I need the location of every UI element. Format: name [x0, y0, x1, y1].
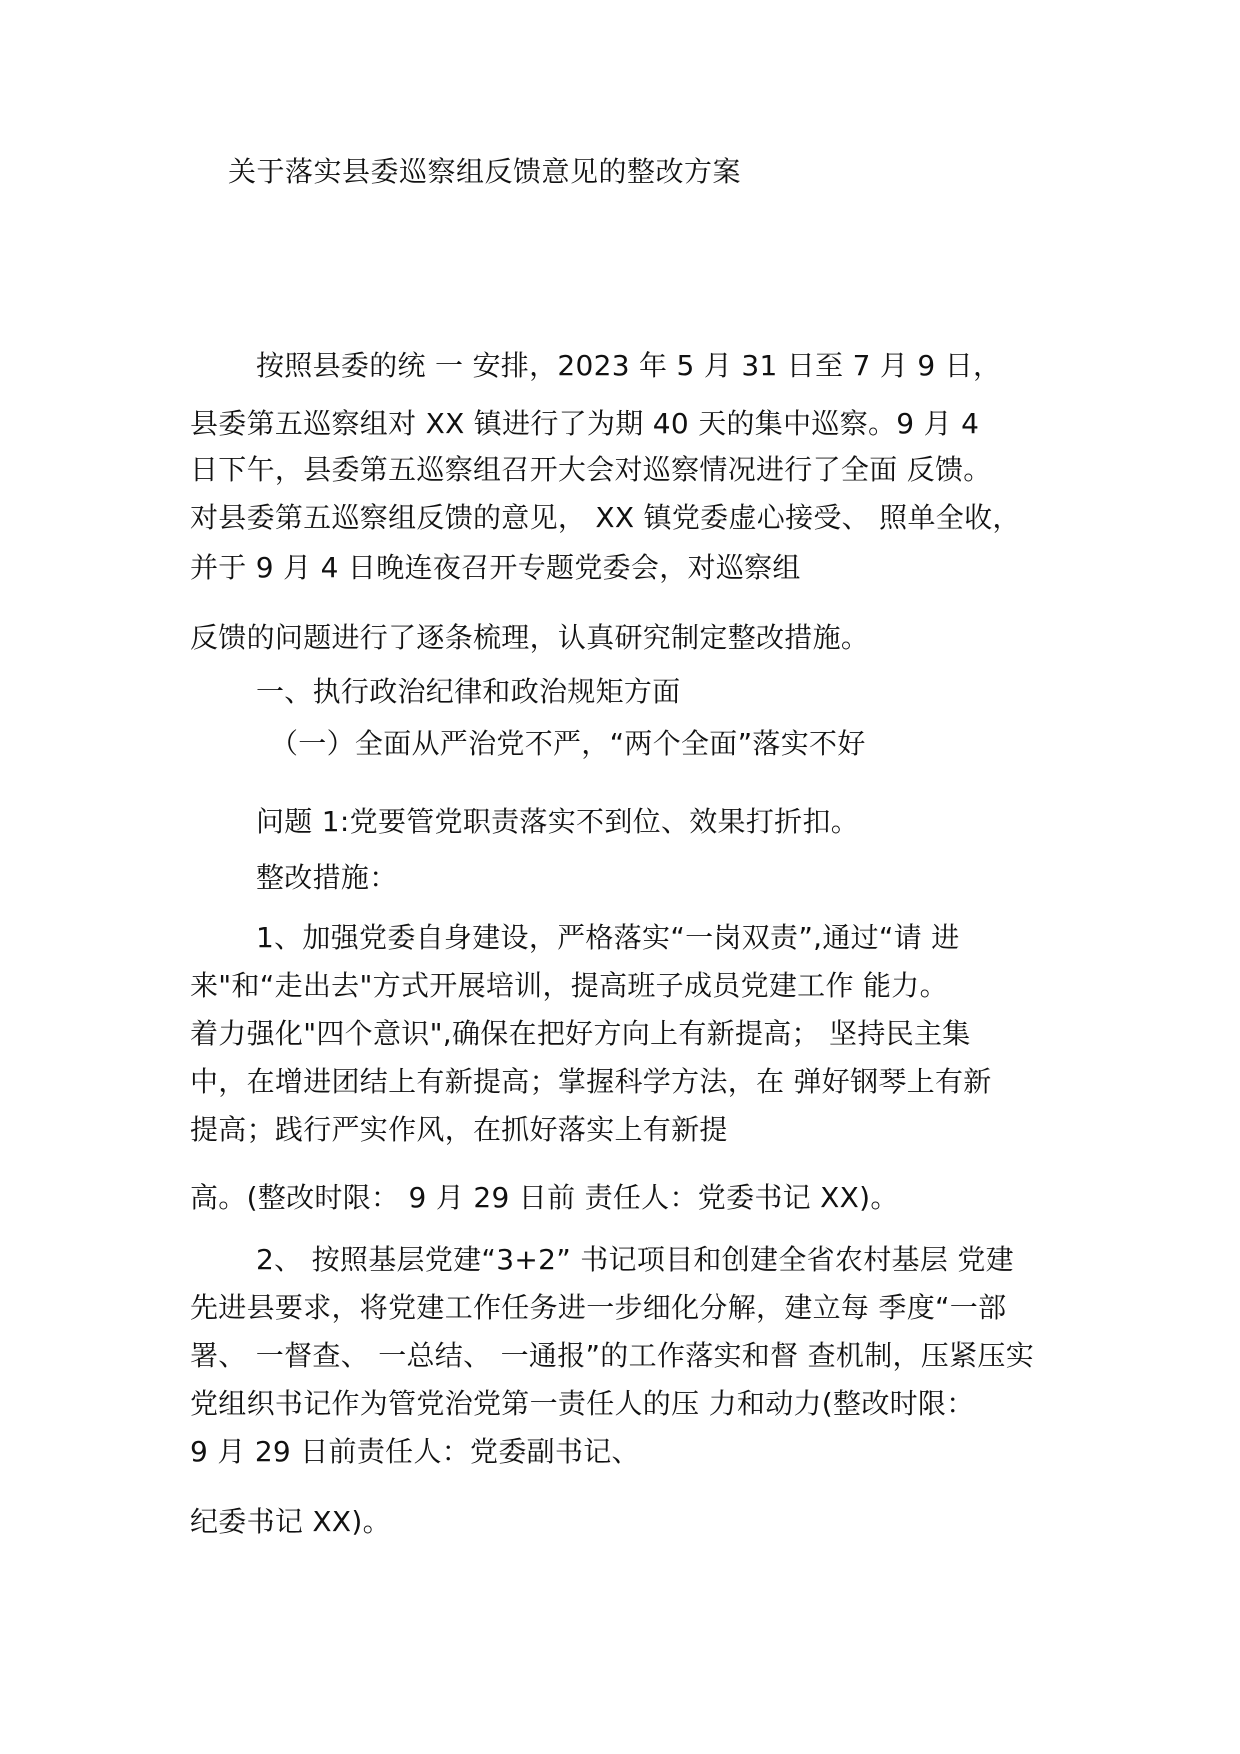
subsection-heading: （一）全面从严治党不严，“两个全面”落实不好: [270, 727, 866, 760]
paragraph-line: 着力强化"四个意识",确保在把好方向上有新提高； 坚持民主集: [190, 1017, 971, 1050]
paragraph-line: 2、 按照基层党建“3+2” 书记项目和创建全省农村基层 党建: [256, 1243, 1014, 1276]
paragraph-line: 来"和“走出去"方式开展培训，提高班子成员党建工作 能力。: [190, 969, 948, 1002]
paragraph-line: 对县委第五巡察组反馈的意见， XX 镇党委虚心接受、 照单全收，: [190, 501, 1021, 534]
section-heading: 一、执行政治纪律和政治规矩方面: [256, 675, 681, 708]
paragraph-line: 署、 一督查、 一总结、 一通报”的工作落实和督 查机制，压紧压实: [190, 1339, 1035, 1372]
paragraph-line: 县委第五巡察组对 XX 镇进行了为期 40 天的集中巡察。9 月 4: [190, 407, 980, 440]
problem-line: 问题 1:党要管党职责落实不到位、效果打折扣。: [256, 805, 860, 838]
paragraph-line: 提高；践行严实作风，在抓好落实上有新提: [190, 1113, 728, 1146]
paragraph-line: 先进县要求，将党建工作任务进一步细化分解，建立每 季度“一部: [190, 1291, 1007, 1324]
paragraph-line: 1、加强党委自身建设，严格落实“一岗双责”,通过“请 进: [256, 921, 960, 954]
document-title: 关于落实县委巡察组反馈意见的整改方案: [228, 155, 742, 188]
paragraph-line: 中，在增进团结上有新提高；掌握科学方法，在 弹好钢琴上有新: [190, 1065, 992, 1098]
paragraph-line: 日下午，县委第五巡察组召开大会对巡察情况进行了全面 反馈。: [190, 453, 992, 486]
paragraph-line: 9 月 29 日前责任人：党委副书记、: [190, 1435, 640, 1468]
paragraph-line: 高。(整改时限： 9 月 29 日前 责任人：党委书记 XX)。: [190, 1181, 899, 1214]
paragraph-line: 纪委书记 XX)。: [190, 1505, 391, 1538]
paragraph-line: 按照县委的统 一 安排，2023 年 5 月 31 日至 7 月 9 日，: [256, 349, 1002, 382]
paragraph-line: 党组织书记作为管党治党第一责任人的压 力和动力(整改时限：: [190, 1387, 975, 1420]
paragraph-line: 并于 9 月 4 日晚连夜召开专题党委会，对巡察组: [190, 551, 801, 584]
paragraph-line: 反馈的问题进行了逐条梳理，认真研究制定整改措施。: [190, 621, 870, 654]
measures-label: 整改措施：: [256, 861, 398, 894]
